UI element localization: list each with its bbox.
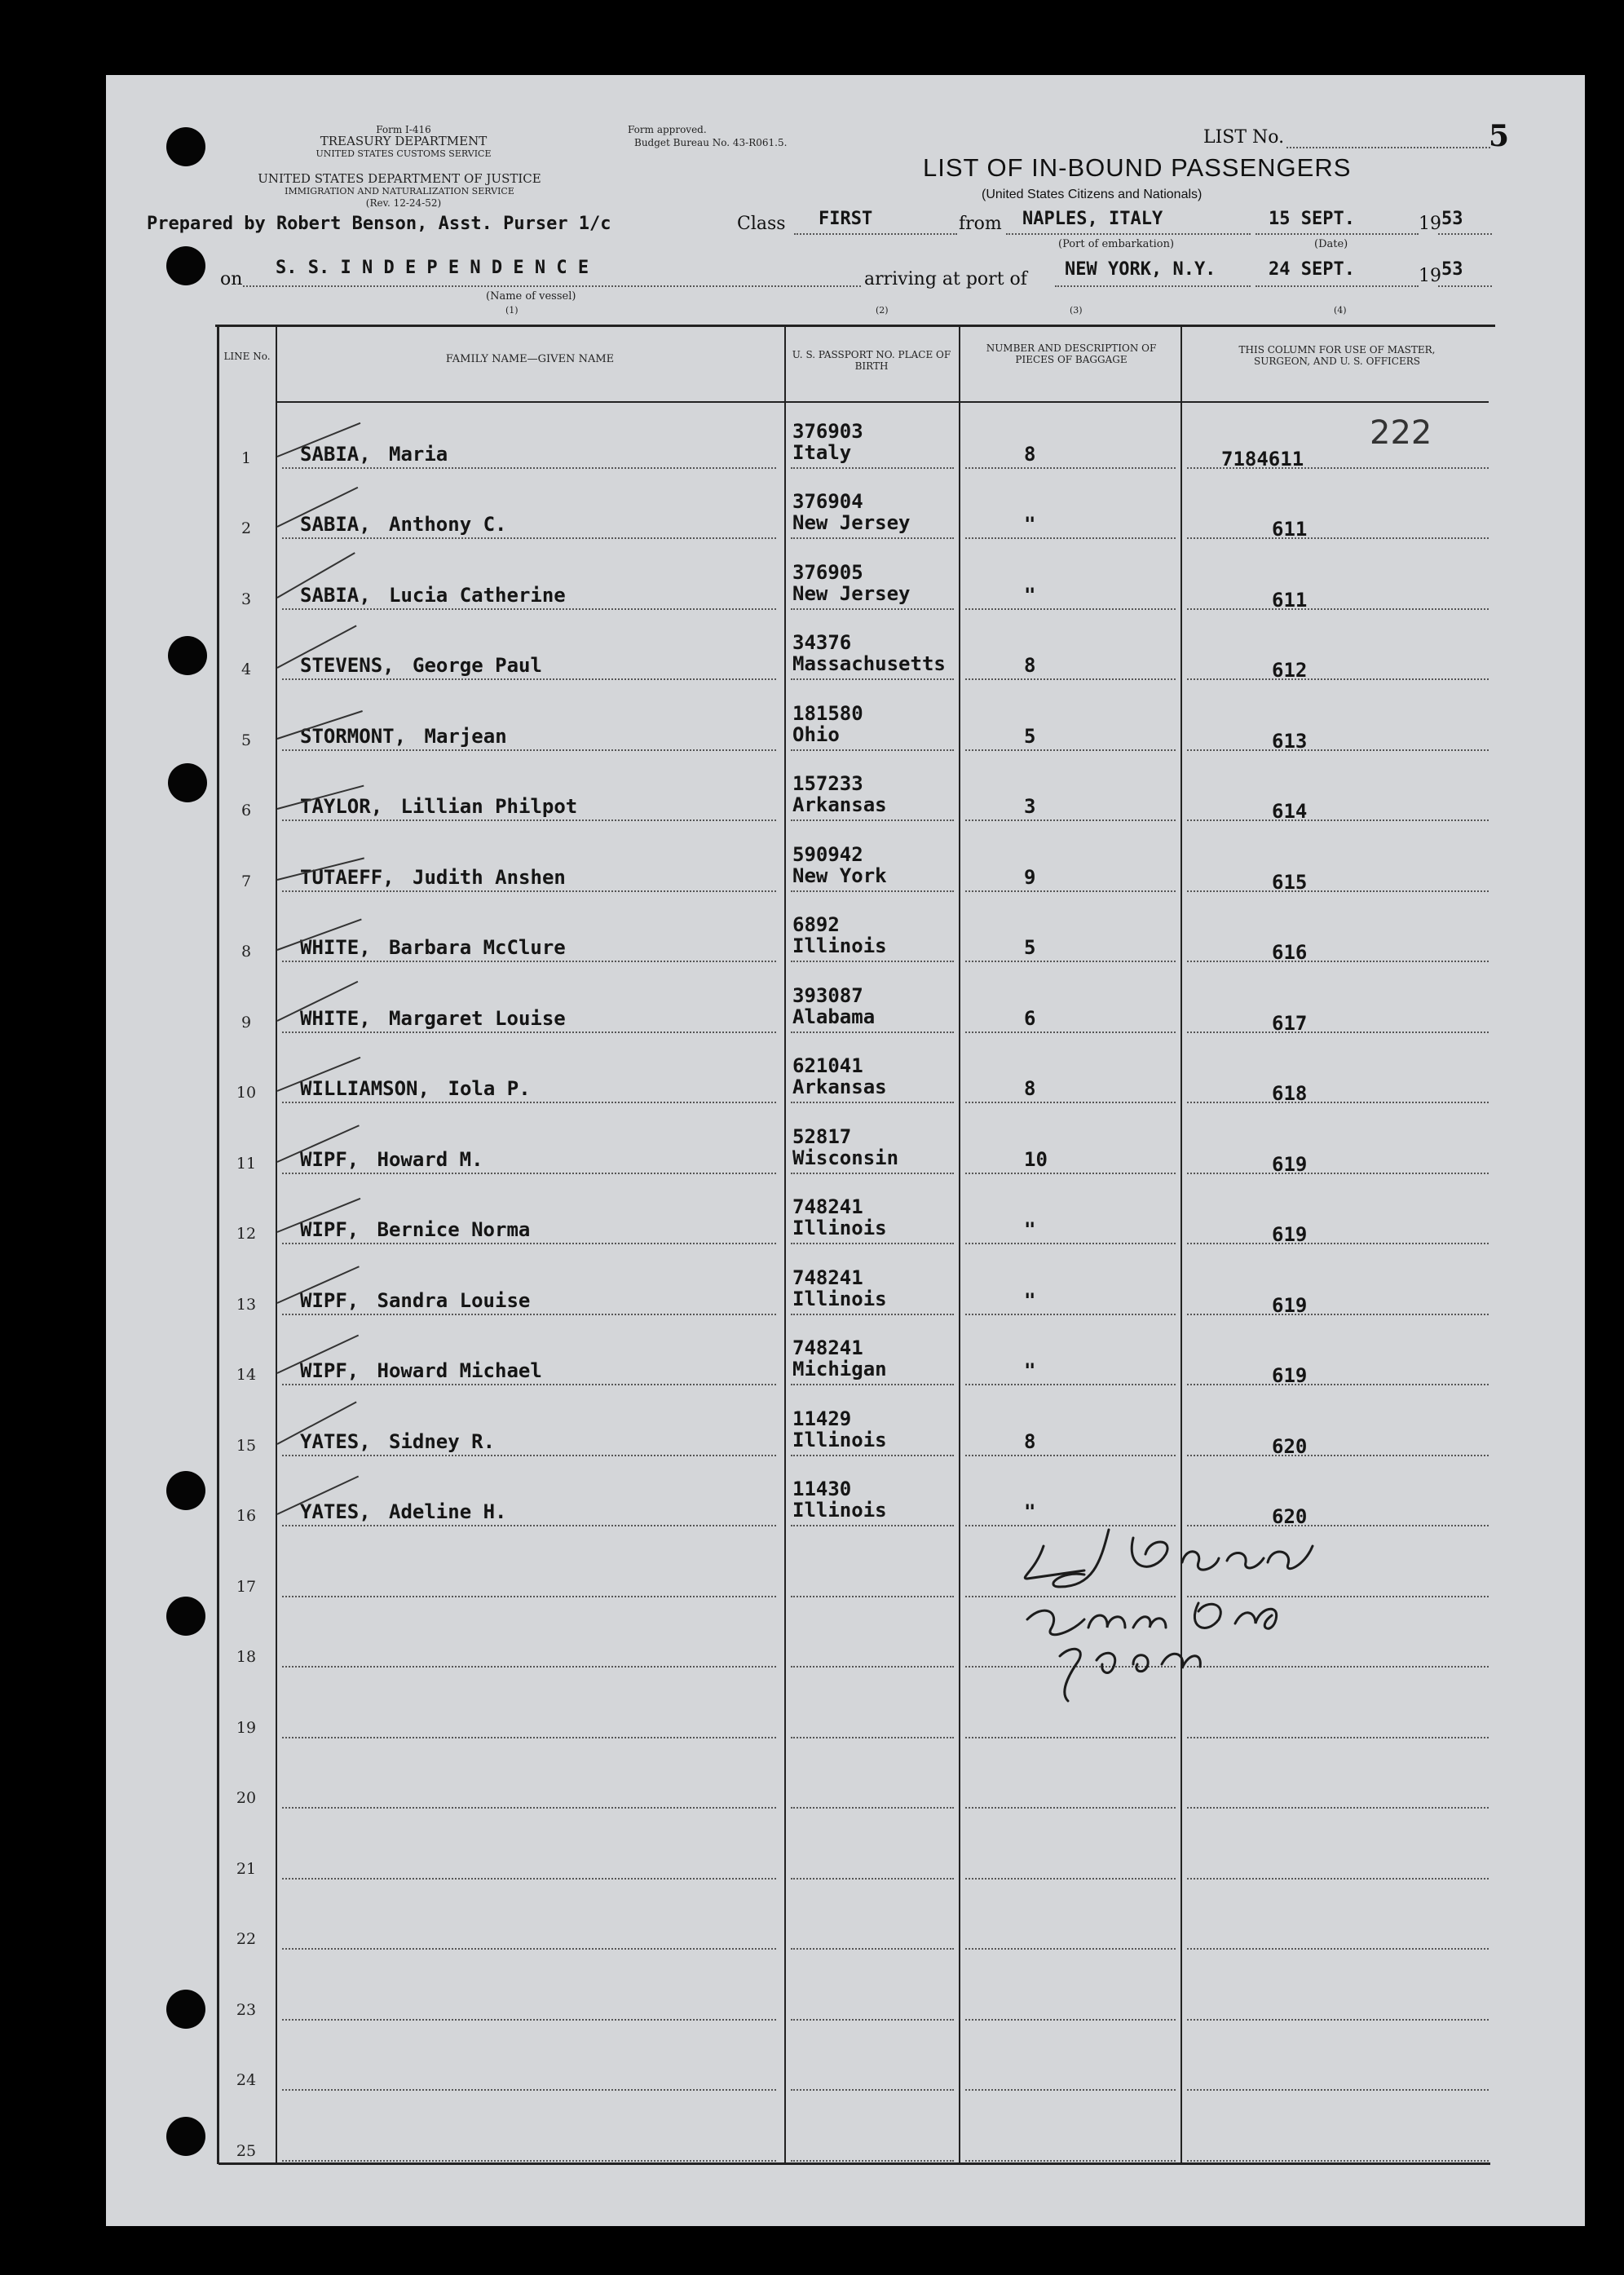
divider-name (784, 325, 786, 2164)
baggage-count: 10 (1024, 1147, 1048, 1171)
row-rule (791, 1031, 954, 1033)
row-rule (791, 1384, 954, 1385)
passenger-given-name: Margaret Louise (389, 1006, 566, 1030)
officer-code: 619 (1272, 1293, 1308, 1317)
passenger-family-name: SABIA, (300, 442, 371, 466)
passenger-given-name: Maria (389, 442, 448, 466)
passport-number: 11429 (792, 1407, 852, 1430)
passenger-family-name: WIPF, (300, 1147, 360, 1171)
passenger-given-name: Sidney R. (389, 1429, 496, 1453)
officer-code: 613 (1272, 729, 1308, 753)
officer-code: 619 (1272, 1223, 1308, 1246)
officer-code: 615 (1272, 870, 1308, 894)
row-rule (282, 678, 776, 680)
row-rule (791, 2019, 954, 2021)
baggage-count: 3 (1024, 795, 1036, 818)
embark-year: 53 (1441, 209, 1463, 229)
officer-code: 614 (1272, 800, 1308, 823)
form-approved: Form approved. (628, 124, 707, 135)
row-rule (965, 537, 1176, 539)
row-rule (965, 1102, 1176, 1103)
officer-code: 619 (1272, 1152, 1308, 1176)
passenger-given-name: Howard M. (377, 1147, 483, 1171)
row-rule (282, 890, 776, 892)
line-number: 24 (236, 2071, 257, 2089)
passport-number: 748241 (792, 1195, 863, 1218)
line-number: 25 (236, 2141, 257, 2160)
divider-passport (959, 325, 960, 2164)
binder-hole (166, 2117, 205, 2156)
row-rule (791, 1948, 954, 1950)
row-rule (791, 1102, 954, 1103)
row-rule (282, 2089, 776, 2091)
row-rule (791, 467, 954, 469)
baggage-count: " (1024, 513, 1036, 536)
class-value: FIRST (819, 209, 873, 229)
class-line (794, 233, 957, 235)
stamp-number: 222 (1370, 414, 1432, 452)
arrival-year-line (1438, 285, 1492, 287)
header-officers: THIS COLUMN FOR USE OF MASTER, SURGEON, AND U. S. OFFICERS (1238, 344, 1436, 367)
row-rule (965, 1737, 1176, 1738)
column-number-3: (3) (1070, 305, 1083, 316)
row-rule (1187, 1878, 1489, 1880)
column-number-2: (2) (876, 305, 889, 316)
passport-number: 52817 (792, 1124, 852, 1148)
row-rule (1187, 890, 1489, 892)
row-rule (965, 961, 1176, 962)
place-of-birth: New Jersey (792, 581, 911, 605)
port-of-embarkation: NAPLES, ITALY (1022, 209, 1163, 229)
passenger-given-name: Lillian Philpot (400, 795, 578, 818)
embark-year-prefix: 19 (1419, 214, 1441, 234)
arriving-label: arriving at port of (864, 269, 1027, 289)
table-top-rule (215, 325, 1495, 327)
line-number: 18 (236, 1648, 257, 1666)
row-rule (791, 608, 954, 610)
row-rule (1187, 537, 1489, 539)
row-rule (791, 1666, 954, 1668)
binder-hole (166, 127, 205, 166)
passenger-given-name: Anthony C. (389, 513, 507, 536)
row-rule (965, 2160, 1176, 2162)
row-rule (965, 1878, 1176, 1880)
passenger-family-name: STEVENS, (300, 654, 395, 677)
binder-hole (166, 246, 205, 285)
row-rule (1187, 819, 1489, 821)
row-rule (282, 1243, 776, 1244)
row-rule (282, 1384, 776, 1385)
row-rule (1187, 749, 1489, 751)
arrival-year-prefix: 19 (1419, 266, 1441, 286)
row-rule (1187, 678, 1489, 680)
passenger-family-name: SABIA, (300, 583, 371, 607)
row-rule (965, 608, 1176, 610)
row-rule (791, 1807, 954, 1809)
row-rule (282, 749, 776, 751)
row-rule (791, 1525, 954, 1526)
row-rule (282, 608, 776, 610)
vessel-caption: (Name of vessel) (486, 290, 576, 303)
justice-department: UNITED STATES DEPARTMENT OF JUSTICE (258, 171, 541, 186)
form-revision: (Rev. 12-24-52) (365, 197, 442, 209)
row-rule (791, 678, 954, 680)
ins-service: IMMIGRATION AND NATURALIZATION SERVICE (285, 186, 514, 197)
officer-code: 611 (1272, 518, 1308, 541)
passenger-family-name: TUTAEFF, (300, 865, 395, 889)
passenger-given-name: Iola P. (448, 1077, 531, 1100)
passport-number: 181580 (792, 701, 863, 725)
officer-code: 612 (1272, 659, 1308, 682)
inspector-signature (1011, 1513, 1386, 1709)
line-number: 7 (241, 872, 252, 890)
binder-hole (166, 1990, 205, 2029)
divider-line-no (276, 325, 277, 2164)
baggage-count: " (1024, 1500, 1036, 1523)
row-rule (791, 1455, 954, 1456)
row-rule (965, 1031, 1176, 1033)
passport-number: 590942 (792, 842, 863, 866)
row-rule (1187, 2019, 1489, 2021)
passport-number: 11430 (792, 1478, 852, 1500)
line-number: 14 (236, 1366, 257, 1384)
row-rule (965, 467, 1176, 469)
officer-code: 7184611 (1221, 447, 1304, 470)
passenger-given-name: Judith Anshen (413, 865, 566, 889)
arrival-port-line (1055, 285, 1251, 287)
port-embark-line (1006, 233, 1251, 235)
officer-code: 616 (1272, 941, 1308, 964)
passport-number: 748241 (792, 1266, 863, 1289)
table-bottom-rule (218, 2162, 1490, 2165)
passport-number: 748241 (792, 1336, 863, 1359)
line-number: 15 (236, 1436, 257, 1455)
embark-date-line (1256, 233, 1419, 235)
officer-code: 620 (1272, 1434, 1308, 1458)
row-rule (965, 1243, 1176, 1244)
port-embark-caption: (Port of embarkation) (1058, 238, 1175, 250)
vessel-name: S. S. I N D E P E N D E N C E (276, 258, 589, 278)
passport-number: 376904 (792, 490, 863, 513)
row-rule (282, 819, 776, 821)
row-rule (1187, 2089, 1489, 2091)
row-rule (965, 749, 1176, 751)
passenger-given-name: Barbara McClure (389, 936, 566, 959)
row-rule (1187, 1807, 1489, 1809)
line-number: 22 (236, 1930, 257, 1948)
list-no-label: LIST No. (1203, 127, 1285, 148)
row-rule (791, 537, 954, 539)
binder-hole (168, 763, 207, 802)
list-no-value: 5 (1489, 119, 1510, 153)
row-rule (791, 2160, 954, 2162)
row-rule (282, 1596, 776, 1597)
passport-number: 34376 (792, 631, 852, 654)
passenger-family-name: WIPF, (300, 1218, 360, 1241)
line-number: 12 (236, 1225, 257, 1243)
row-rule (1187, 1031, 1489, 1033)
place-of-birth: Michigan (792, 1358, 887, 1380)
row-rule (791, 1878, 954, 1880)
row-rule (1187, 1948, 1489, 1950)
row-rule (1187, 1455, 1489, 1456)
row-rule (282, 1807, 776, 1809)
row-rule (282, 1737, 776, 1738)
place-of-birth: Massachusetts (792, 652, 946, 675)
binder-hole (166, 1597, 205, 1636)
row-rule (1187, 2160, 1489, 2162)
passport-number: 376905 (792, 560, 863, 584)
row-rule (965, 890, 1176, 892)
row-rule (282, 467, 776, 469)
list-no-line (1286, 147, 1490, 148)
passenger-given-name: Lucia Catherine (389, 583, 566, 607)
baggage-count: 8 (1024, 654, 1036, 677)
line-number: 21 (236, 1859, 257, 1878)
table-left-border (217, 325, 219, 2164)
baggage-count: 6 (1024, 1006, 1036, 1030)
passenger-given-name: Bernice Norma (377, 1218, 531, 1241)
customs-service: UNITED STATES CUSTOMS SERVICE (316, 148, 492, 159)
row-rule (1187, 608, 1489, 610)
row-rule (282, 1455, 776, 1456)
baggage-count: 8 (1024, 442, 1036, 466)
column-number-1: (1) (505, 305, 519, 316)
line-number: 17 (236, 1577, 257, 1596)
binder-hole (166, 1471, 205, 1510)
from-label: from (959, 214, 1002, 234)
date-caption: (Date) (1314, 238, 1348, 250)
row-rule (282, 1525, 776, 1526)
row-rule (1187, 1173, 1489, 1174)
line-number: 2 (241, 519, 252, 537)
baggage-count: " (1024, 1359, 1036, 1382)
line-number: 20 (236, 1789, 257, 1807)
row-rule (1187, 1384, 1489, 1385)
baggage-count: " (1024, 1218, 1036, 1241)
officer-code: 619 (1272, 1364, 1308, 1387)
passenger-given-name: Howard Michael (377, 1359, 542, 1382)
row-rule (282, 1948, 776, 1950)
passenger-family-name: WIPF, (300, 1359, 360, 1382)
row-rule (791, 1314, 954, 1315)
baggage-count: 8 (1024, 1429, 1036, 1453)
arrival-year: 53 (1441, 259, 1463, 280)
line-number: 6 (241, 802, 252, 819)
baggage-count: 9 (1024, 865, 1036, 889)
baggage-count: 5 (1024, 936, 1036, 959)
passenger-family-name: WHITE, (300, 936, 371, 959)
row-rule (965, 1314, 1176, 1315)
form-number: Form I-416 (376, 124, 431, 135)
row-rule (791, 961, 954, 962)
passenger-family-name: TAYLOR, (300, 795, 383, 818)
row-rule (965, 1173, 1176, 1174)
row-rule (965, 1807, 1176, 1809)
header-name: FAMILY NAME—GIVEN NAME (445, 353, 615, 365)
line-number: 11 (236, 1154, 257, 1173)
passport-number: 393087 (792, 983, 863, 1007)
embark-date: 15 SEPT. (1269, 209, 1355, 229)
passenger-family-name: WIPF, (300, 1288, 360, 1312)
passenger-family-name: WHITE, (300, 1006, 371, 1030)
passenger-family-name: STORMONT, (300, 724, 407, 748)
row-rule (282, 537, 776, 539)
row-rule (1187, 1243, 1489, 1244)
row-rule (282, 2019, 776, 2021)
passenger-family-name: WILLIAMSON, (300, 1077, 430, 1100)
line-number: 13 (236, 1295, 257, 1314)
row-rule (1187, 1102, 1489, 1103)
document-subtitle: (United States Citizens and Nationals) (982, 188, 1203, 201)
place-of-birth: Illinois (792, 1217, 887, 1239)
place-of-birth: Alabama (792, 1005, 876, 1028)
place-of-birth: Arkansas (792, 1076, 887, 1098)
row-rule (965, 1384, 1176, 1385)
row-rule (282, 2160, 776, 2162)
line-number: 3 (241, 590, 252, 608)
row-rule (965, 2089, 1176, 2091)
class-label: Class (737, 214, 786, 234)
passport-number: 157233 (792, 772, 863, 795)
place-of-birth: New Jersey (792, 511, 911, 534)
baggage-count: 8 (1024, 1077, 1036, 1100)
place-of-birth: Illinois (792, 1499, 887, 1522)
place-of-birth: Illinois (792, 1428, 887, 1451)
line-number: 10 (236, 1084, 257, 1102)
row-rule (965, 819, 1176, 821)
line-number: 4 (241, 660, 252, 678)
header-line-no: LINE No. (223, 351, 271, 362)
column-number-4: (4) (1334, 305, 1347, 316)
row-rule (1187, 961, 1489, 962)
signature-text: L J Dowd (1011, 1513, 1015, 1514)
place-of-birth: Arkansas (792, 793, 887, 816)
place-of-birth: Italy (792, 440, 852, 464)
row-rule (791, 2089, 954, 2091)
officer-code: 618 (1272, 1082, 1308, 1105)
row-rule (791, 1737, 954, 1738)
passenger-given-name: George Paul (413, 654, 542, 677)
passenger-family-name: YATES, (300, 1500, 371, 1523)
row-rule (282, 961, 776, 962)
department-name: TREASURY DEPARTMENT (320, 134, 488, 148)
row-rule (965, 1948, 1176, 1950)
row-rule (791, 1173, 954, 1174)
document-title: LIST OF IN-BOUND PASSENGERS (923, 153, 1352, 182)
place-of-birth: New York (792, 864, 887, 887)
row-rule (965, 678, 1176, 680)
line-number: 19 (236, 1718, 257, 1737)
line-number: 8 (241, 943, 252, 961)
row-rule (791, 890, 954, 892)
passenger-given-name: Sandra Louise (377, 1288, 531, 1312)
row-rule (791, 1596, 954, 1597)
passenger-given-name: Marjean (424, 724, 507, 748)
passport-number: 621041 (792, 1054, 863, 1077)
place-of-birth: Illinois (792, 934, 887, 957)
line-number: 23 (236, 2000, 257, 2019)
table-header-rule (277, 401, 1489, 403)
header-passport: U. S. PASSPORT NO. PLACE OF BIRTH (792, 349, 951, 372)
row-rule (282, 1878, 776, 1880)
officer-code: 617 (1272, 1011, 1308, 1035)
row-rule (791, 749, 954, 751)
row-rule (1187, 1314, 1489, 1315)
passenger-given-name: Adeline H. (389, 1500, 507, 1523)
arrival-date: 24 SEPT. (1269, 259, 1355, 280)
baggage-count: 5 (1024, 724, 1036, 748)
divider-baggage (1180, 325, 1182, 2164)
place-of-birth: Illinois (792, 1287, 887, 1310)
passport-number: 376903 (792, 419, 863, 443)
passport-number: 6892 (792, 913, 840, 936)
line-number: 16 (236, 1507, 257, 1525)
row-rule (791, 1243, 954, 1244)
arrival-port: NEW YORK, N.Y. (1065, 259, 1216, 280)
budget-bureau: Budget Bureau No. 43-R061.5. (634, 137, 788, 148)
line-number: 1 (241, 448, 252, 467)
passenger-family-name: YATES, (300, 1429, 371, 1453)
row-rule (282, 1314, 776, 1315)
header-baggage: NUMBER AND DESCRIPTION OF PIECES OF BAGGAGE (986, 342, 1157, 365)
line-number: 5 (241, 731, 252, 749)
place-of-birth: Wisconsin (792, 1146, 899, 1169)
row-rule (282, 1666, 776, 1668)
row-rule (282, 1031, 776, 1033)
baggage-count: " (1024, 1288, 1036, 1312)
row-rule (282, 1102, 776, 1103)
officer-code: 611 (1272, 588, 1308, 612)
officer-code: 620 (1272, 1505, 1308, 1528)
embark-year-line (1438, 233, 1492, 235)
binder-hole (168, 636, 207, 675)
on-label: on (220, 269, 243, 289)
vessel-line (243, 285, 861, 287)
row-rule (791, 819, 954, 821)
prepared-by: Prepared by Robert Benson, Asst. Purser 1/c (147, 214, 611, 234)
arrival-date-line (1256, 285, 1419, 287)
row-rule (965, 2019, 1176, 2021)
row-rule (1187, 1737, 1489, 1738)
baggage-count: " (1024, 583, 1036, 607)
line-number: 9 (241, 1013, 252, 1031)
place-of-birth: Ohio (792, 722, 840, 746)
row-rule (282, 1173, 776, 1174)
row-rule (965, 1455, 1176, 1456)
passenger-family-name: SABIA, (300, 513, 371, 536)
